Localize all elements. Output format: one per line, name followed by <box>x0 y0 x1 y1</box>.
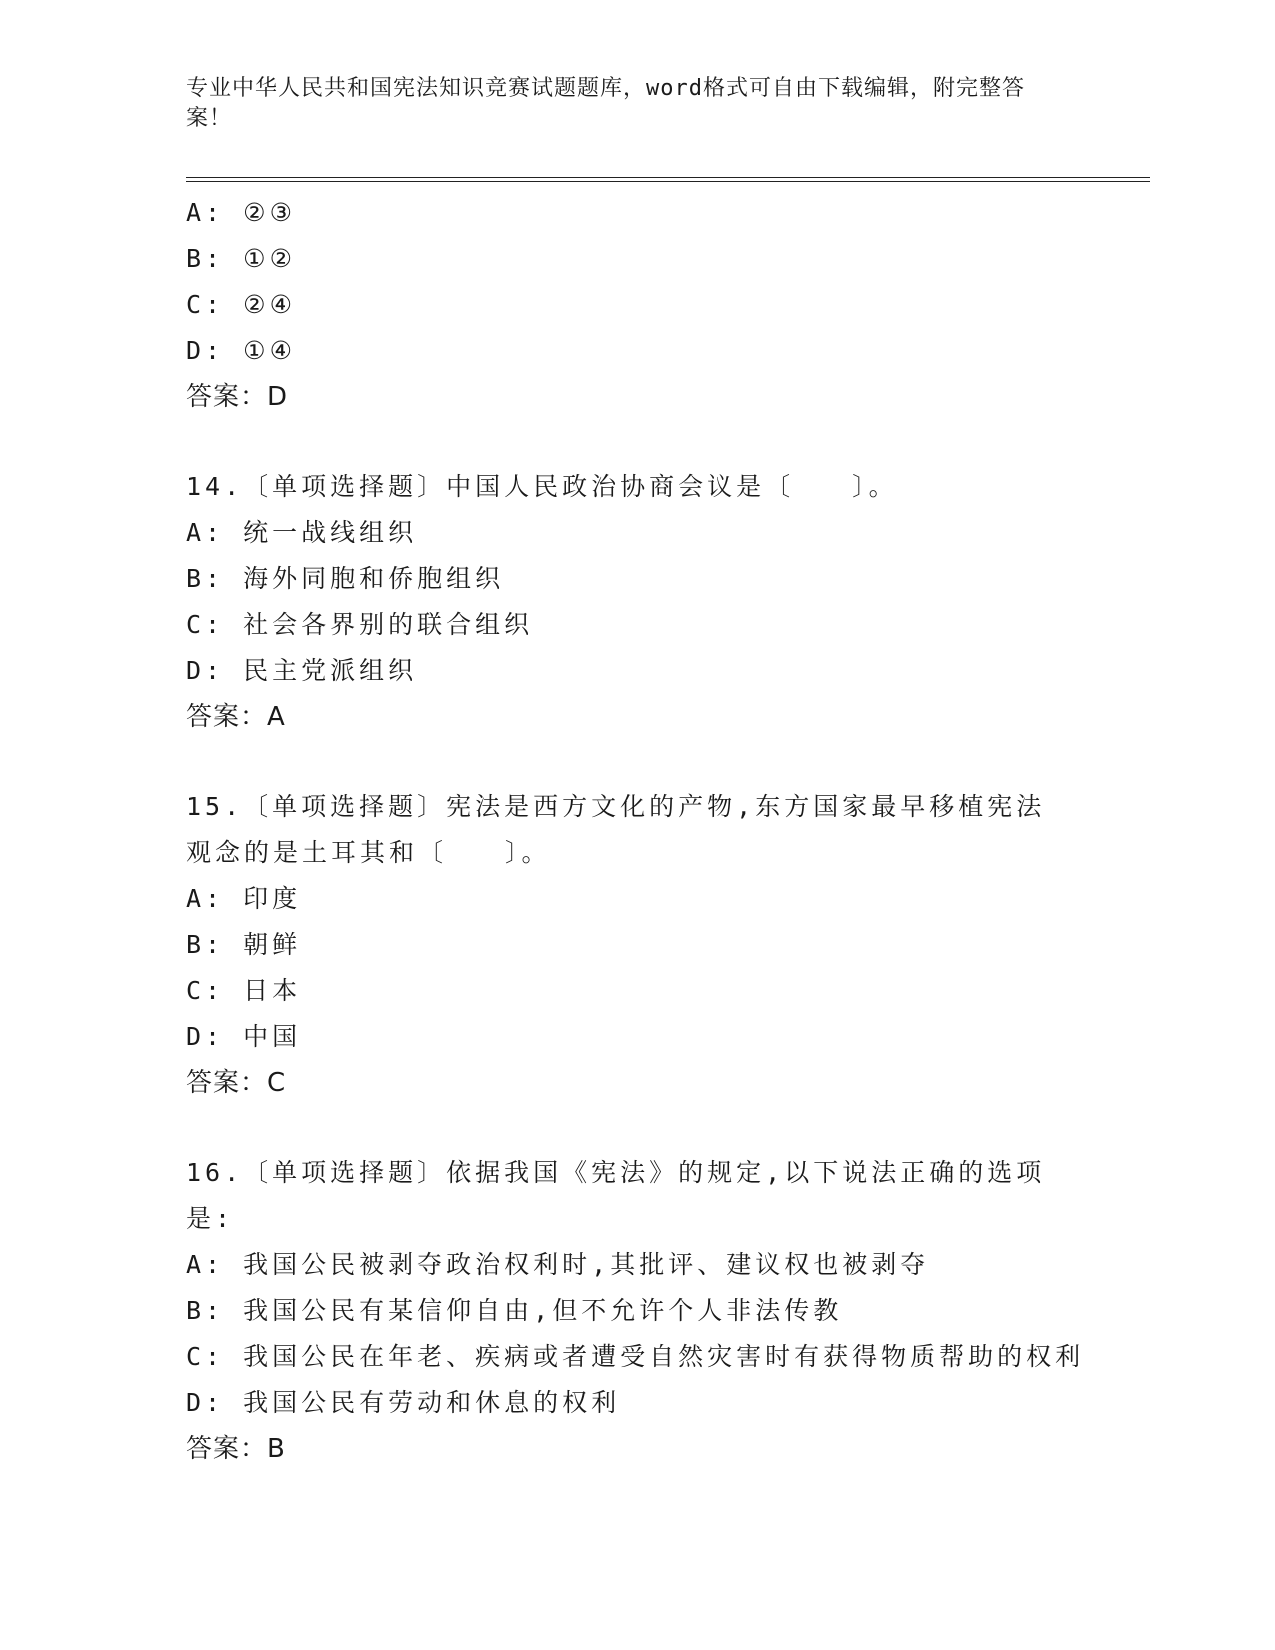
option-letter: C: <box>186 610 225 639</box>
option-a <box>186 510 1086 556</box>
option-text: ①② <box>243 244 296 273</box>
option-d <box>186 328 1086 374</box>
question-16 <box>186 1150 1086 1472</box>
option-letter: C: <box>186 976 225 1005</box>
option-letter: C: <box>186 1342 225 1371</box>
option-text: ②④ <box>243 290 296 319</box>
document-body <box>186 190 1086 1472</box>
option-text: ①④ <box>243 336 296 365</box>
option-text: 印度 <box>243 884 302 913</box>
option-b <box>186 922 1086 968</box>
option-c <box>186 1334 1086 1380</box>
option-letter: B: <box>186 244 225 273</box>
option-b <box>186 556 1086 602</box>
option-b <box>186 1288 1086 1334</box>
question-stem: 16.〔单项选择题〕依据我国《宪法》的规定,以下说法正确的选项是: <box>186 1158 1046 1233</box>
option-letter: B: <box>186 564 225 593</box>
option-text: 我国公民有某信仰自由,但不允许个人非法传教 <box>243 1296 843 1325</box>
option-letter: D: <box>186 656 225 685</box>
page-header <box>186 74 1066 134</box>
option-letter: A: <box>186 518 225 547</box>
option-text: 我国公民被剥夺政治权利时,其批评、建议权也被剥夺 <box>243 1250 930 1279</box>
option-c <box>186 968 1086 1014</box>
option-letter: A: <box>186 1250 225 1279</box>
question-stem: 15.〔单项选择题〕宪法是西方文化的产物,东方国家最早移植宪法观念的是土耳其和〔 〕。 <box>186 792 1046 867</box>
option-d <box>186 1014 1086 1060</box>
answer-line: 答案：A <box>186 702 286 732</box>
question-15 <box>186 784 1086 1106</box>
option-text: ②③ <box>243 198 296 227</box>
option-d <box>186 1380 1086 1426</box>
option-letter: A: <box>186 198 225 227</box>
option-c <box>186 602 1086 648</box>
option-text: 日本 <box>243 976 302 1005</box>
option-text: 我国公民在年老、疾病或者遭受自然灾害时有获得物质帮助的权利 <box>243 1342 1085 1371</box>
option-text: 朝鲜 <box>243 930 302 959</box>
carryover-block <box>186 190 1086 420</box>
option-letter: C: <box>186 290 225 319</box>
option-letter: A: <box>186 884 225 913</box>
option-b <box>186 236 1086 282</box>
question-14 <box>186 464 1086 740</box>
option-text: 民主党派组织 <box>243 656 418 685</box>
option-text: 中国 <box>243 1022 302 1051</box>
option-letter: B: <box>186 930 225 959</box>
option-letter: B: <box>186 1296 225 1325</box>
option-letter: D: <box>186 336 225 365</box>
option-text: 我国公民有劳动和休息的权利 <box>243 1388 621 1417</box>
option-text: 海外同胞和侨胞组织 <box>243 564 505 593</box>
option-a <box>186 190 1086 236</box>
option-c <box>186 282 1086 328</box>
answer-line: 答案：C <box>186 1068 287 1098</box>
question-stem: 14.〔单项选择题〕中国人民政治协商会议是〔 〕。 <box>186 472 898 501</box>
header-double-rule <box>186 177 1150 182</box>
option-letter: D: <box>186 1022 225 1051</box>
option-text: 统一战线组织 <box>243 518 418 547</box>
option-d <box>186 648 1086 694</box>
header-text: 专业中华人民共和国宪法知识竞赛试题题库，word格式可自由下载编辑，附完整答案！ <box>186 76 1025 131</box>
answer-line: 答案：D <box>186 382 289 412</box>
option-a <box>186 1242 1086 1288</box>
option-text: 社会各界别的联合组织 <box>243 610 534 639</box>
option-a <box>186 876 1086 922</box>
answer-line: 答案：B <box>186 1434 286 1464</box>
option-letter: D: <box>186 1388 225 1417</box>
